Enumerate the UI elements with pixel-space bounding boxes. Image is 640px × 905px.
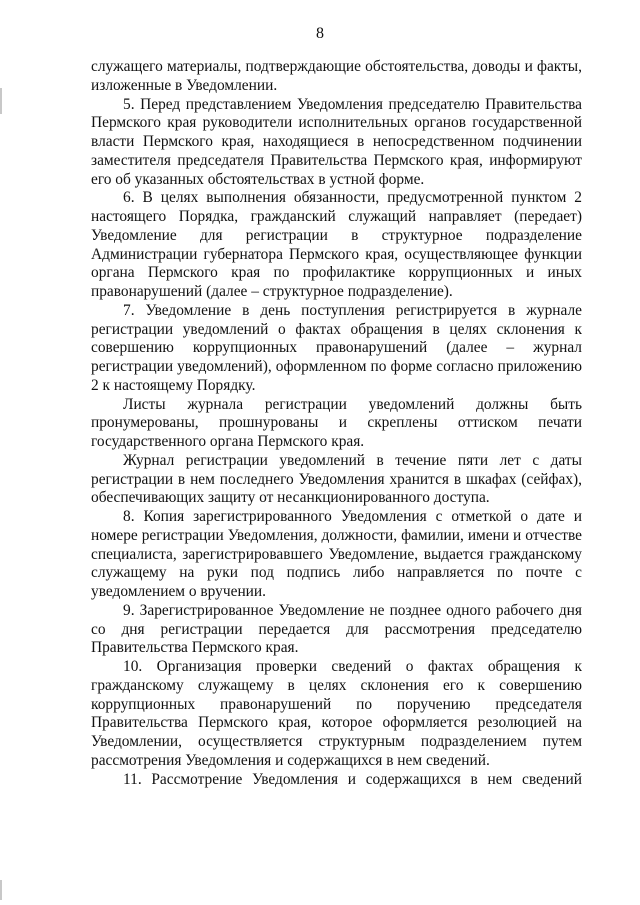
paragraph-journal-sheets: Листы журнала регистрации уведомлений должны быть пронумерованы, прошнурованы и скреплены оттиском печати государственного органа Пермского края. <box>91 395 582 450</box>
paragraph-item-9: 9. Зарегистрированное Уведомление не позднее одного рабочего дня со дня регистрации передается для рассмотрения председателю Правительства Пермского края. <box>91 601 582 657</box>
paragraph-journal-storage: Журнал регистрации уведомлений в течение пяти лет с даты регистрации в нем последнего Уведомления хранится в шкафах (сейфах), обеспечивающих защиту от несанкционированного доступа. <box>91 451 582 507</box>
scan-edge-mark-bottom <box>0 880 2 900</box>
paragraph-item-5: 5. Перед представлением Уведомления председателю Правительства Пермского края руководители исполнительных органов государственной власти Пермского края, находящиеся в непосредственном подчинении заместителя председателя Правительства Пермского края, информируют его об указанных обстоятельствах в устной форме. <box>91 95 582 188</box>
paragraph-item-11: 11. Рассмотрение Уведомления и содержащихся в нем сведений <box>123 770 582 788</box>
paragraph-continuation: служащего материалы, подтверждающие обстоятельства, доводы и факты, изложенные в Уведомлении. <box>91 58 582 94</box>
paragraph-item-6: 6. В целях выполнения обязанности, предусмотренной пунктом 2 настоящего Порядка, гражданский служащий направляет (передает) Уведомление для регистрации в структурное подразделение Администрации губернатора Пермского края, осуществляющее функции органа Пермского края по профилактике коррупционных и иных правонарушений (далее – структурное подразделение). <box>91 189 582 300</box>
scan-edge-mark-top <box>0 88 2 114</box>
page-number: 8 <box>316 25 324 42</box>
paragraph-item-10: 10. Организация проверки сведений о фактах обращения к гражданскому служащему в целях склонения его к совершению коррупционных правонарушений по поручению председателя Правительства Пермского края, которое оформляется резолюцией на Уведомлении, осуществляется структурным подразделением путем рассмотрения Уведомления и содержащихся в нем сведений. <box>91 658 582 769</box>
paragraph-item-7: 7. Уведомление в день поступления регистрируется в журнале регистрации уведомлений о фактах обращения в целях склонения к совершению коррупционных правонарушений (далее – журнал регистрации уведомлений), оформленном по форме согласно приложению 2 к настоящему Порядку. <box>91 301 582 394</box>
paragraph-item-8: 8. Копия зарегистрированного Уведомления с отметкой о дате и номере регистрации Уведомления, должности, фамилии, имени и отчестве специалиста, зарегистрировавшего Уведомление, выдается гражданскому служащему на руки под подпись либо направляется по почте с уведомлением о вручении. <box>91 508 582 600</box>
document-body <box>91 58 582 789</box>
